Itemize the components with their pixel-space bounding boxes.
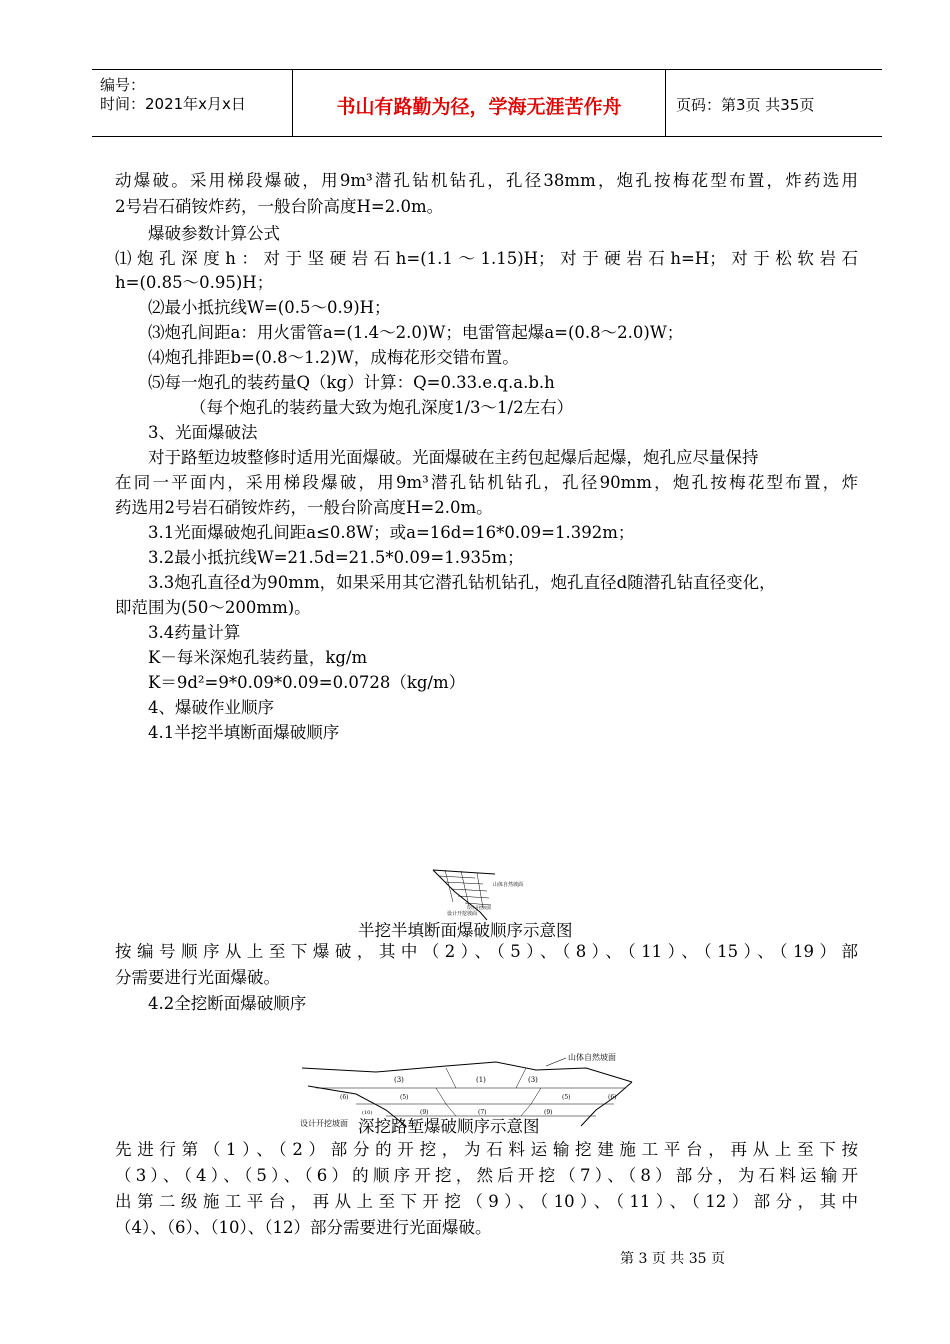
fig1-design-label-2: 设计开挖坡面 bbox=[467, 905, 491, 910]
figure1-caption: 半挖半填断面爆破顺序示意图 bbox=[358, 921, 573, 940]
paragraph-line: 3.1光面爆破炮孔间距a≤0.8W；或a=16d=16*0.09=1.392m； bbox=[148, 523, 635, 542]
paragraph-line: 药选用2号岩石硝铵炸药，一般台阶高度H=2.0m。 bbox=[115, 498, 493, 517]
fig2-slope-label: 山体自然坡面 bbox=[568, 1053, 616, 1062]
formula-item: ⑷炮孔排距b=(0.8～1.2)W，成梅花形交错布置。 bbox=[148, 348, 519, 367]
header-meta-cell bbox=[92, 70, 293, 136]
motto: 书山有路勤为径，学海无涯苦作舟 bbox=[336, 96, 622, 118]
fig2-label-6a: (6) bbox=[340, 1094, 349, 1101]
formula-item: ⑶炮孔间距a：用火雷管a=(1.4～2.0)W；电雷管起爆a=(0.8～2.0)W； bbox=[148, 323, 684, 342]
paragraph-line: （3）、（4）、（5）、（6）的顺序开挖，然后开挖（7）、（8）部分，为石料运输开 bbox=[115, 1166, 858, 1185]
fig1-design-label: 设计开挖坡面 bbox=[447, 911, 478, 917]
paragraph-line: 在同一平面内，采用梯段爆破，用9m³潜孔钻机钻孔，孔径90mm，炮孔按梅花型布置，炸 bbox=[115, 473, 858, 492]
section-heading: 3、光面爆破法 bbox=[148, 423, 258, 442]
fig2-label-9b: (9) bbox=[544, 1109, 553, 1116]
page-header bbox=[92, 69, 882, 137]
section-heading: 4.2全挖断面爆破顺序 bbox=[148, 994, 307, 1013]
fig2-label-5b: (5) bbox=[562, 1094, 571, 1101]
fig2-label-3a: (3) bbox=[394, 1076, 404, 1084]
page-footer: 第 3 页 共 35 页 bbox=[620, 1251, 725, 1267]
formula-item: h=(0.85～0.95)H； bbox=[115, 273, 274, 292]
paragraph-line: 先进行第（1）、（2）部分的开挖，为石料运输挖建施工平台，再从上至下按 bbox=[115, 1140, 858, 1159]
fig2-design-label: 设计开挖坡面 bbox=[300, 1119, 348, 1128]
paragraph-line: （4）、（6）、（10）、（12）部分需要进行光面爆破。 bbox=[115, 1218, 492, 1237]
figure2-caption: 深挖路堑爆破顺序示意图 bbox=[358, 1117, 540, 1136]
paragraph-line: 3.2最小抵抗线W=21.5d=21.5*0.09=1.935m； bbox=[148, 548, 524, 567]
fig1-slope-label: 山体自然坡面 bbox=[493, 882, 524, 888]
paragraph-line: 分需要进行光面爆破。 bbox=[115, 968, 280, 987]
figure-half-cut-half-fill bbox=[425, 862, 565, 922]
paragraph-line: 3.3炮孔直径d为90mm，如果采用其它潜孔钻机钻孔，炮孔直径d随潜孔钻直径变化， bbox=[148, 573, 776, 592]
fig2-label-3b: (3) bbox=[528, 1076, 538, 1084]
fig2-label-1: (1) bbox=[476, 1076, 486, 1084]
header-motto-cell bbox=[293, 70, 666, 136]
paragraph-line: 2号岩石硝铵炸药，一般台阶高度H=2.0m。 bbox=[115, 197, 444, 216]
section-heading: 4.1半挖半填断面爆破顺序 bbox=[148, 723, 340, 742]
section-heading: 4、爆破作业顺序 bbox=[148, 698, 274, 717]
formula-item: ⑵最小抵抗线W=(0.5～0.9)H； bbox=[148, 298, 391, 317]
fig2-label-9a: (9) bbox=[420, 1109, 429, 1116]
fig2-label-6b: (6) bbox=[608, 1094, 617, 1101]
number-label: 编号： bbox=[100, 76, 146, 94]
formula-item: ⑴炮孔深度h：对于坚硬岩石h=(1.1～1.15)H；对于硬岩石h=H；对于松软岩石 bbox=[115, 249, 858, 268]
paragraph-line: 出第二级施工平台，再从上至下开挖（9）、（10）、（11）、（12）部分，其中 bbox=[115, 1192, 858, 1211]
fig2-label-10: (10) bbox=[362, 1110, 373, 1116]
paragraph-line: 对于路堑边坡整修时适用光面爆破。光面爆破在主药包起爆后起爆，炮孔应尽量保持 bbox=[148, 448, 759, 467]
paragraph-line: 动爆破。采用梯段爆破，用9m³潜孔钻机钻孔，孔径38mm，炮孔按梅花型布置，炸药选用 bbox=[115, 171, 858, 190]
formula-note: （每个炮孔的装药量大致为炮孔深度1/3～1/2左右） bbox=[190, 398, 574, 417]
paragraph-line: K－每米深炮孔装药量，kg/m bbox=[148, 648, 368, 667]
paragraph-line: 即范围为(50～200mm)。 bbox=[115, 598, 311, 617]
fig2-label-5a: (5) bbox=[400, 1094, 409, 1101]
page-label: 页码：第3页 共35页 bbox=[676, 96, 815, 114]
paragraph-line: 3.4药量计算 bbox=[148, 623, 241, 642]
formula-item: ⑸每一炮孔的装药量Q（kg）计算：Q=0.33.e.q.a.b.h bbox=[148, 373, 555, 392]
fig2-label-7: (7) bbox=[478, 1109, 487, 1116]
formula-title: 爆破参数计算公式 bbox=[148, 224, 280, 243]
paragraph-line: 按编号顺序从上至下爆破，其中（2）、（5）、（8）、（11）、（15）、（19）部 bbox=[115, 942, 858, 961]
header-page-cell bbox=[666, 70, 882, 136]
paragraph-line: K＝9d²=9*0.09*0.09=0.0728（kg/m） bbox=[148, 673, 466, 692]
time-label: 时间：2021年x月x日 bbox=[100, 95, 246, 113]
